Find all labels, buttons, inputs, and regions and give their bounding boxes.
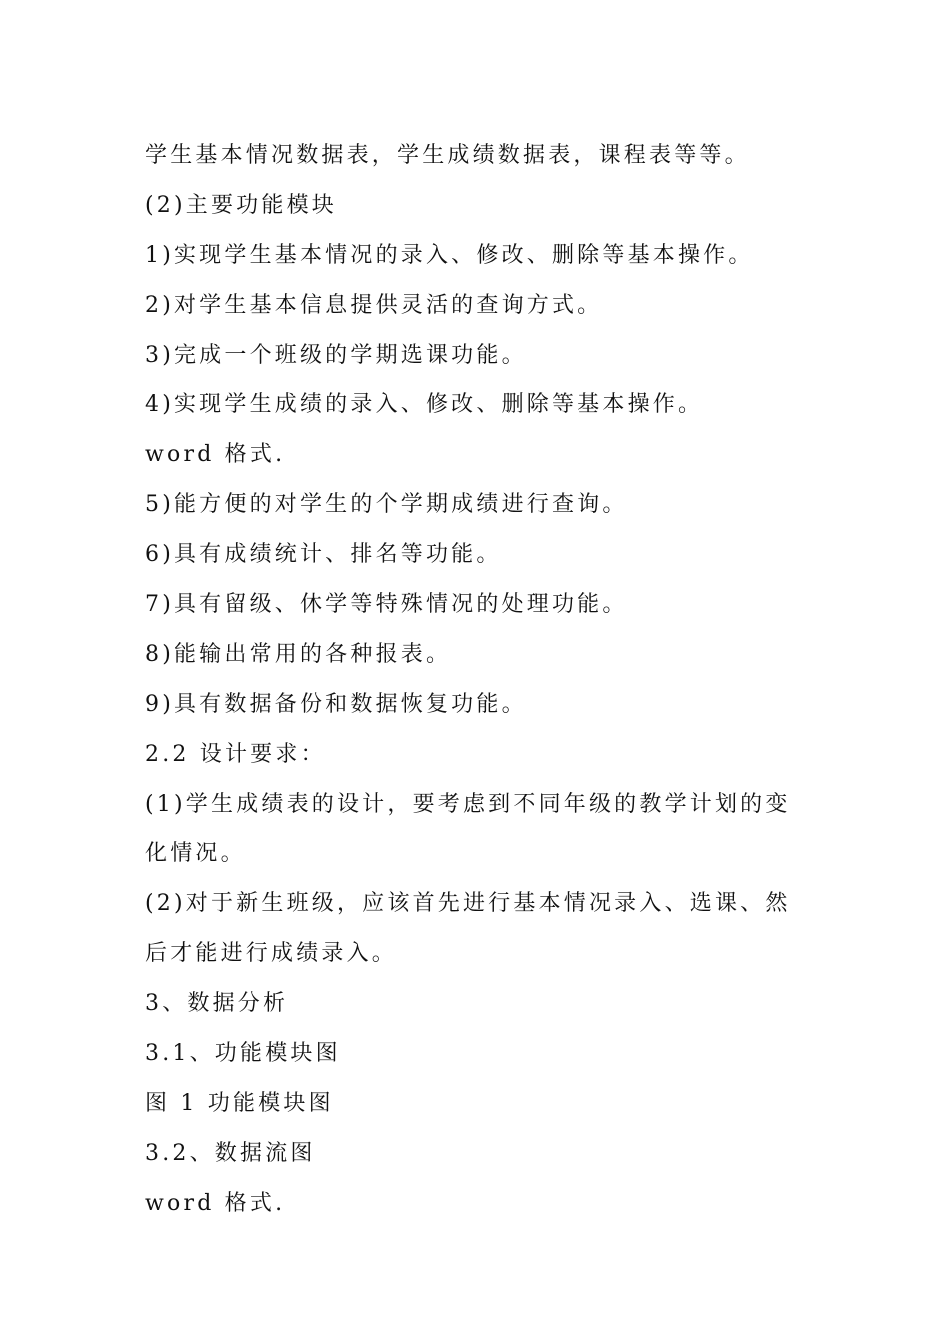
figure-caption: 图 1 功能模块图 bbox=[145, 1090, 334, 1116]
list-item: 7)具有留级、休学等特殊情况的处理功能。 bbox=[145, 592, 628, 618]
list-item: 1)实现学生基本情况的录入、修改、删除等基本操作。 bbox=[145, 242, 754, 268]
section-heading: (2)主要功能模块 bbox=[145, 192, 337, 218]
section-heading: 2.2 设计要求： bbox=[145, 741, 326, 767]
list-item: 9)具有数据备份和数据恢复功能。 bbox=[145, 691, 527, 717]
body-text-line: (1)学生成绩表的设计，要考虑到不同年级的教学计划的变 bbox=[145, 791, 791, 817]
page-footer-note: word 格式. bbox=[145, 1190, 286, 1216]
list-item: 8)能输出常用的各种报表。 bbox=[145, 641, 452, 667]
list-item: 2)对学生基本信息提供灵活的查询方式。 bbox=[145, 292, 603, 318]
list-item: 3)完成一个班级的学期选课功能。 bbox=[145, 342, 527, 368]
list-item: 5)能方便的对学生的个学期成绩进行查询。 bbox=[145, 492, 628, 518]
document-body bbox=[145, 131, 825, 1229]
body-text-line: (2)对于新生班级，应该首先进行基本情况录入、选课、然 bbox=[145, 891, 791, 917]
section-heading: 3、数据分析 bbox=[145, 991, 289, 1017]
list-item: 4)实现学生成绩的录入、修改、删除等基本操作。 bbox=[145, 392, 704, 418]
body-text-line: 学生基本情况数据表，学生成绩数据表，课程表等等。 bbox=[145, 143, 750, 168]
body-text-line: 化情况。 bbox=[145, 841, 246, 867]
page-footer-note: word 格式. bbox=[145, 442, 286, 468]
list-item: 6)具有成绩统计、排名等功能。 bbox=[145, 542, 502, 568]
body-text-line: 后才能进行成绩录入。 bbox=[145, 941, 398, 967]
subsection-heading: 3.1、功能模块图 bbox=[145, 1041, 341, 1067]
subsection-heading: 3.2、数据流图 bbox=[145, 1140, 316, 1166]
